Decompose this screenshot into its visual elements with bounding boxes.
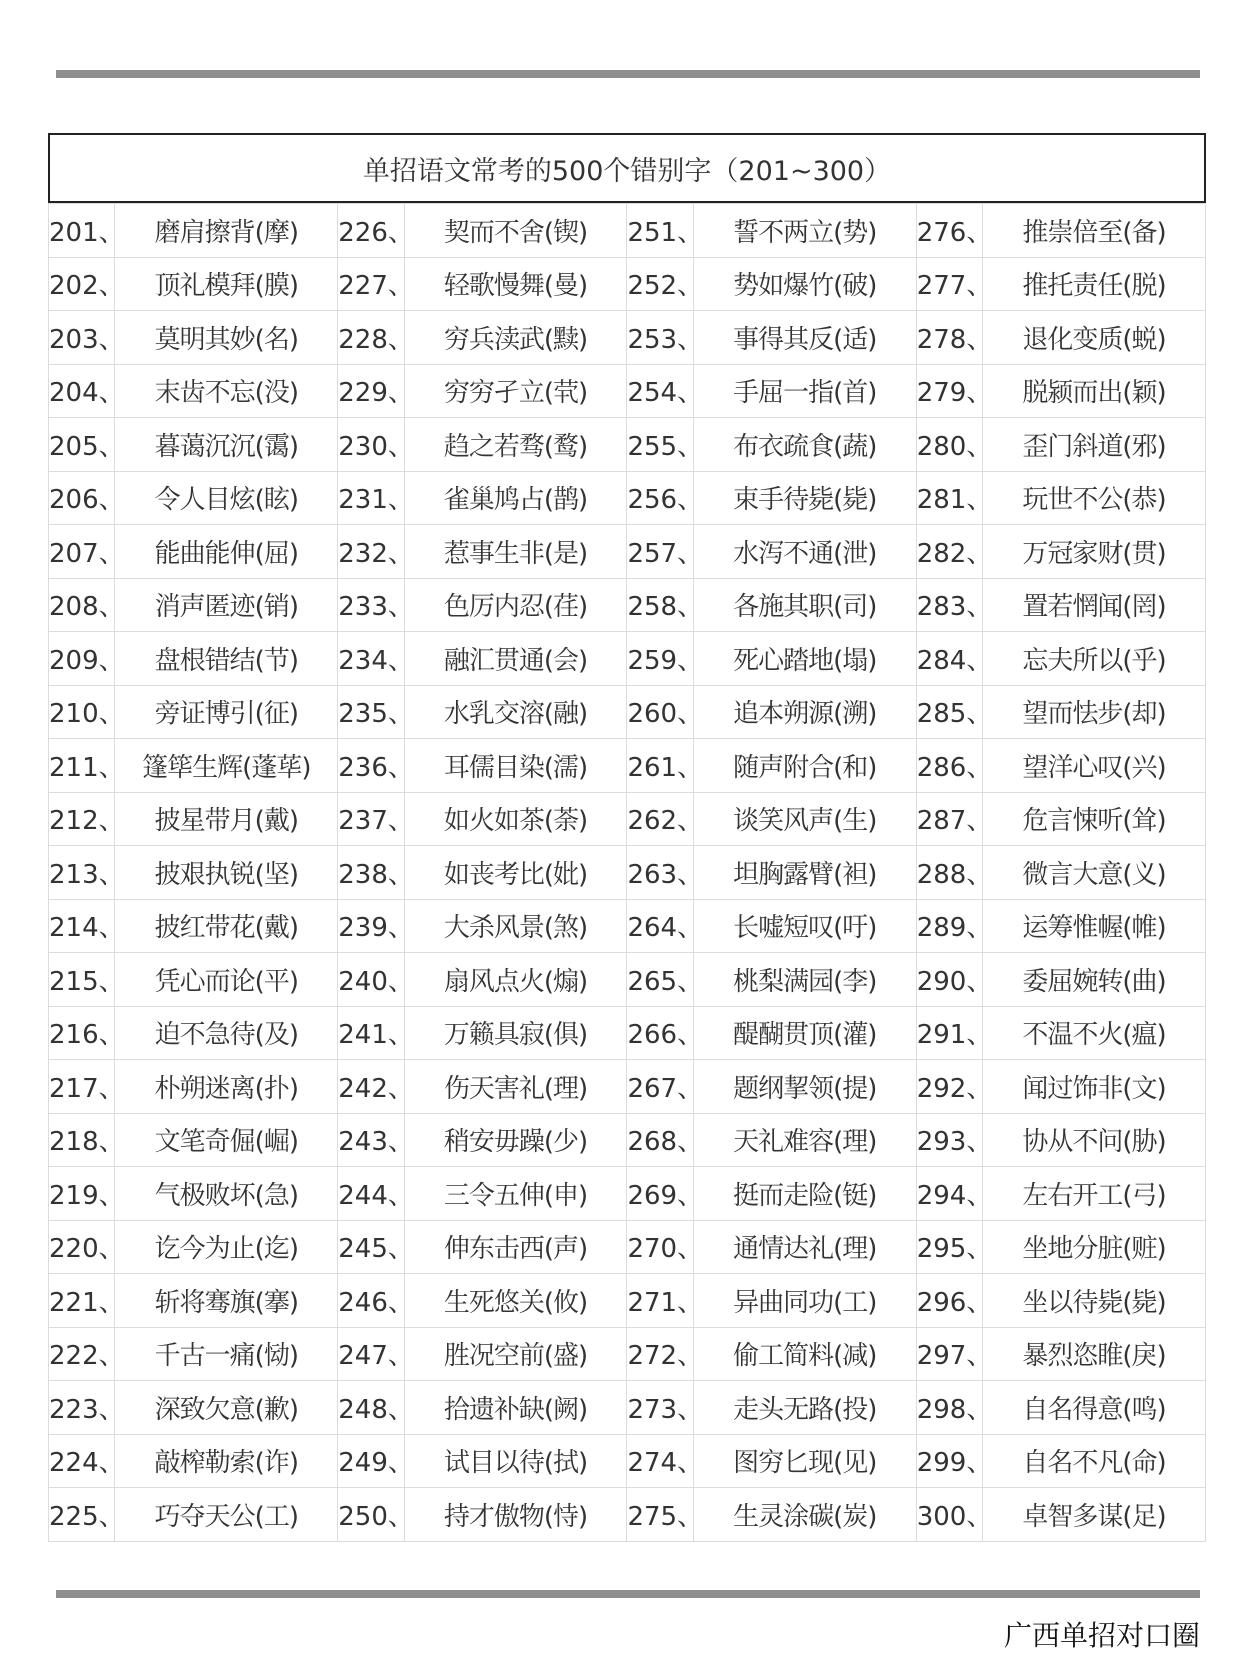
table-row [49, 953, 1206, 1007]
table-row [49, 257, 1206, 311]
entry-number: 228、 [338, 311, 404, 365]
entry-number: 267、 [627, 1060, 693, 1114]
table-row [49, 1381, 1206, 1435]
entry-number: 254、 [627, 364, 693, 418]
entry-phrase: 色厉内忍(荏) [404, 578, 627, 632]
entry-number: 282、 [916, 525, 982, 579]
entry-phrase: 望而怯步(却) [983, 685, 1206, 739]
table-row [49, 1327, 1206, 1381]
entry-phrase: 布衣疏食(蔬) [693, 418, 916, 472]
entry-number: 258、 [627, 578, 693, 632]
entry-phrase: 耳儒目染(濡) [404, 739, 627, 793]
entry-number: 202、 [49, 257, 115, 311]
entry-phrase: 闻过饰非(文) [983, 1060, 1206, 1114]
entry-phrase: 异曲同功(工) [693, 1274, 916, 1328]
entry-number: 297、 [916, 1327, 982, 1381]
table-row [49, 418, 1206, 472]
entry-phrase: 披艰执锐(坚) [115, 846, 338, 900]
entry-number: 261、 [627, 739, 693, 793]
entry-phrase: 朴朔迷离(扑) [115, 1060, 338, 1114]
entry-phrase: 自名得意(鸣) [983, 1381, 1206, 1435]
entry-number: 279、 [916, 364, 982, 418]
entry-number: 208、 [49, 578, 115, 632]
entry-number: 246、 [338, 1274, 404, 1328]
table-row [49, 846, 1206, 900]
entry-phrase: 微言大意(义) [983, 846, 1206, 900]
entry-number: 250、 [338, 1488, 404, 1542]
entry-phrase: 长嘘短叹(吁) [693, 899, 916, 953]
table-row [49, 1113, 1206, 1167]
entry-number: 298、 [916, 1381, 982, 1435]
entry-phrase: 事得其反(适) [693, 311, 916, 365]
entry-phrase: 斩将骞旗(搴) [115, 1274, 338, 1328]
entry-phrase: 各施其职(司) [693, 578, 916, 632]
entry-number: 233、 [338, 578, 404, 632]
entry-phrase: 暴烈恣睢(戾) [983, 1327, 1206, 1381]
entry-number: 287、 [916, 792, 982, 846]
entry-number: 215、 [49, 953, 115, 1007]
entry-number: 294、 [916, 1167, 982, 1221]
entry-phrase: 趋之若骛(鹜) [404, 418, 627, 472]
entry-phrase: 危言悚听(耸) [983, 792, 1206, 846]
entry-phrase: 歪门斜道(邪) [983, 418, 1206, 472]
entry-number: 218、 [49, 1113, 115, 1167]
entry-number: 217、 [49, 1060, 115, 1114]
entry-number: 300、 [916, 1488, 982, 1542]
table-row [49, 739, 1206, 793]
entry-phrase: 气极败坏(急) [115, 1167, 338, 1221]
table-row [49, 1274, 1206, 1328]
entry-phrase: 敲榨勒索(诈) [115, 1434, 338, 1488]
entry-phrase: 退化变质(蜕) [983, 311, 1206, 365]
entry-phrase: 顶礼模拜(膜) [115, 257, 338, 311]
entry-number: 214、 [49, 899, 115, 953]
entry-number: 245、 [338, 1220, 404, 1274]
entry-number: 280、 [916, 418, 982, 472]
entry-number: 281、 [916, 471, 982, 525]
entry-number: 273、 [627, 1381, 693, 1435]
entry-phrase: 令人目炫(眩) [115, 471, 338, 525]
entry-phrase: 卓智多谋(足) [983, 1488, 1206, 1542]
entry-number: 211、 [49, 739, 115, 793]
entry-number: 244、 [338, 1167, 404, 1221]
entry-phrase: 委屈婉转(曲) [983, 953, 1206, 1007]
entry-phrase: 如丧考比(妣) [404, 846, 627, 900]
entry-phrase: 天礼难容(理) [693, 1113, 916, 1167]
entry-phrase: 生灵涂碳(炭) [693, 1488, 916, 1542]
entry-number: 207、 [49, 525, 115, 579]
entry-phrase: 融汇贯通(会) [404, 632, 627, 686]
entry-phrase: 迫不急待(及) [115, 1006, 338, 1060]
bottom-divider [56, 1590, 1200, 1598]
entry-number: 237、 [338, 792, 404, 846]
entry-phrase: 旁证博引(征) [115, 685, 338, 739]
table-row [49, 1434, 1206, 1488]
entry-number: 274、 [627, 1434, 693, 1488]
entry-phrase: 盘根错结(节) [115, 632, 338, 686]
entry-number: 275、 [627, 1488, 693, 1542]
entry-phrase: 披星带月(戴) [115, 792, 338, 846]
entry-phrase: 磨肩擦背(摩) [115, 204, 338, 258]
entry-phrase: 置若惘闻(罔) [983, 578, 1206, 632]
entry-phrase: 望洋心叹(兴) [983, 739, 1206, 793]
entry-phrase: 偷工简料(减) [693, 1327, 916, 1381]
entry-number: 253、 [627, 311, 693, 365]
table-row [49, 899, 1206, 953]
table-row [49, 364, 1206, 418]
entry-number: 227、 [338, 257, 404, 311]
entry-phrase: 万冠家财(贯) [983, 525, 1206, 579]
entry-phrase: 契而不舍(锲) [404, 204, 627, 258]
entry-phrase: 束手待毙(毙) [693, 471, 916, 525]
entry-number: 224、 [49, 1434, 115, 1488]
entry-phrase: 穷穷孑立(茕) [404, 364, 627, 418]
entry-phrase: 千古一痛(恸) [115, 1327, 338, 1381]
entry-phrase: 醍醐贯顶(灌) [693, 1006, 916, 1060]
entry-number: 285、 [916, 685, 982, 739]
entry-phrase: 坐地分脏(赃) [983, 1220, 1206, 1274]
entry-phrase: 追本朔源(溯) [693, 685, 916, 739]
entry-phrase: 大杀风景(煞) [404, 899, 627, 953]
table-row [49, 1060, 1206, 1114]
entry-phrase: 脱颍而出(颖) [983, 364, 1206, 418]
entry-number: 213、 [49, 846, 115, 900]
entry-number: 201、 [49, 204, 115, 258]
entry-phrase: 惹事生非(是) [404, 525, 627, 579]
table-row [49, 1220, 1206, 1274]
entry-number: 249、 [338, 1434, 404, 1488]
table-row [49, 578, 1206, 632]
entry-number: 286、 [916, 739, 982, 793]
entry-number: 212、 [49, 792, 115, 846]
entry-number: 266、 [627, 1006, 693, 1060]
entry-phrase: 扇风点火(煽) [404, 953, 627, 1007]
entry-number: 226、 [338, 204, 404, 258]
top-divider [56, 70, 1200, 78]
entry-number: 216、 [49, 1006, 115, 1060]
entry-phrase: 凭心而论(平) [115, 953, 338, 1007]
entry-phrase: 图穷匕现(见) [693, 1434, 916, 1488]
entry-phrase: 巧夺天公(工) [115, 1488, 338, 1542]
entry-number: 206、 [49, 471, 115, 525]
entry-number: 288、 [916, 846, 982, 900]
entry-phrase: 稍安毋躁(少) [404, 1113, 627, 1167]
entry-phrase: 坦胸露臂(袒) [693, 846, 916, 900]
entry-phrase: 不温不火(瘟) [983, 1006, 1206, 1060]
entry-phrase: 试目以待(拭) [404, 1434, 627, 1488]
entry-phrase: 水泻不通(泄) [693, 525, 916, 579]
entry-number: 256、 [627, 471, 693, 525]
entry-number: 259、 [627, 632, 693, 686]
entry-number: 222、 [49, 1327, 115, 1381]
entry-number: 232、 [338, 525, 404, 579]
entry-number: 210、 [49, 685, 115, 739]
entry-phrase: 自名不凡(命) [983, 1434, 1206, 1488]
entry-number: 269、 [627, 1167, 693, 1221]
table-row [49, 1167, 1206, 1221]
entry-number: 290、 [916, 953, 982, 1007]
entry-number: 265、 [627, 953, 693, 1007]
entry-number: 235、 [338, 685, 404, 739]
entry-phrase: 暮蔼沉沉(霭) [115, 418, 338, 472]
entry-number: 241、 [338, 1006, 404, 1060]
entry-number: 236、 [338, 739, 404, 793]
entry-phrase: 桃梨满园(李) [693, 953, 916, 1007]
entry-phrase: 坐以待毙(毙) [983, 1274, 1206, 1328]
entry-phrase: 持才傲物(恃) [404, 1488, 627, 1542]
table-title: 单招语文常考的500个错别字（201~300） [48, 133, 1206, 203]
entry-number: 223、 [49, 1381, 115, 1435]
typo-table [48, 203, 1206, 1542]
entry-number: 284、 [916, 632, 982, 686]
entry-number: 278、 [916, 311, 982, 365]
entry-number: 234、 [338, 632, 404, 686]
entry-number: 257、 [627, 525, 693, 579]
entry-phrase: 挺而走险(铤) [693, 1167, 916, 1221]
entry-number: 238、 [338, 846, 404, 900]
entry-phrase: 生死悠关(攸) [404, 1274, 627, 1328]
entry-phrase: 玩世不公(恭) [983, 471, 1206, 525]
entry-phrase: 轻歌慢舞(曼) [404, 257, 627, 311]
entry-number: 262、 [627, 792, 693, 846]
entry-number: 255、 [627, 418, 693, 472]
entry-phrase: 协从不问(胁) [983, 1113, 1206, 1167]
entry-phrase: 能曲能伸(屈) [115, 525, 338, 579]
entry-number: 230、 [338, 418, 404, 472]
entry-number: 276、 [916, 204, 982, 258]
entry-number: 221、 [49, 1274, 115, 1328]
table-row [49, 1006, 1206, 1060]
entry-number: 219、 [49, 1167, 115, 1221]
entry-number: 277、 [916, 257, 982, 311]
table-row [49, 1488, 1206, 1542]
entry-phrase: 势如爆竹(破) [693, 257, 916, 311]
entry-number: 242、 [338, 1060, 404, 1114]
entry-number: 271、 [627, 1274, 693, 1328]
entry-phrase: 莫明其妙(名) [115, 311, 338, 365]
entry-phrase: 深致欠意(歉) [115, 1381, 338, 1435]
entry-number: 203、 [49, 311, 115, 365]
table-row [49, 632, 1206, 686]
entry-phrase: 拾遗补缺(阙) [404, 1381, 627, 1435]
entry-phrase: 胜况空前(盛) [404, 1327, 627, 1381]
entry-phrase: 讫今为止(迄) [115, 1220, 338, 1274]
entry-phrase: 手屈一指(首) [693, 364, 916, 418]
entry-number: 251、 [627, 204, 693, 258]
entry-phrase: 末齿不忘(没) [115, 364, 338, 418]
entry-number: 296、 [916, 1274, 982, 1328]
entry-phrase: 消声匿迹(销) [115, 578, 338, 632]
entry-phrase: 左右开工(弓) [983, 1167, 1206, 1221]
entry-number: 299、 [916, 1434, 982, 1488]
entry-number: 209、 [49, 632, 115, 686]
entry-number: 293、 [916, 1113, 982, 1167]
entry-number: 260、 [627, 685, 693, 739]
footer-brand: 广西单招对口圈 [1003, 1619, 1200, 1652]
entry-number: 247、 [338, 1327, 404, 1381]
entry-number: 204、 [49, 364, 115, 418]
entry-phrase: 运筹惟幄(帷) [983, 899, 1206, 953]
table-row [49, 471, 1206, 525]
entry-phrase: 推崇倍至(备) [983, 204, 1206, 258]
entry-number: 243、 [338, 1113, 404, 1167]
entry-phrase: 穷兵渎武(黩) [404, 311, 627, 365]
entry-number: 289、 [916, 899, 982, 953]
entry-phrase: 谈笑风声(生) [693, 792, 916, 846]
entry-phrase: 三令五伸(申) [404, 1167, 627, 1221]
entry-number: 291、 [916, 1006, 982, 1060]
entry-number: 239、 [338, 899, 404, 953]
entry-phrase: 篷筚生辉(蓬荜) [115, 739, 338, 793]
entry-phrase: 走头无路(投) [693, 1381, 916, 1435]
entry-phrase: 水乳交溶(融) [404, 685, 627, 739]
entry-number: 264、 [627, 899, 693, 953]
entry-number: 283、 [916, 578, 982, 632]
entry-phrase: 通情达礼(理) [693, 1220, 916, 1274]
entry-number: 252、 [627, 257, 693, 311]
entry-number: 231、 [338, 471, 404, 525]
entry-number: 263、 [627, 846, 693, 900]
entry-phrase: 伸东击西(声) [404, 1220, 627, 1274]
entry-phrase: 万籁具寂(俱) [404, 1006, 627, 1060]
table-row [49, 685, 1206, 739]
entry-number: 205、 [49, 418, 115, 472]
entry-phrase: 如火如茶(荼) [404, 792, 627, 846]
entry-number: 248、 [338, 1381, 404, 1435]
entry-phrase: 死心踏地(塌) [693, 632, 916, 686]
table-row [49, 204, 1206, 258]
entry-phrase: 披红带花(戴) [115, 899, 338, 953]
entry-phrase: 忘夫所以(乎) [983, 632, 1206, 686]
entry-number: 229、 [338, 364, 404, 418]
entry-phrase: 雀巢鸠占(鹊) [404, 471, 627, 525]
entry-number: 240、 [338, 953, 404, 1007]
table-row [49, 792, 1206, 846]
entry-phrase: 伤天害礼(理) [404, 1060, 627, 1114]
entry-number: 225、 [49, 1488, 115, 1542]
table-row [49, 525, 1206, 579]
entry-number: 270、 [627, 1220, 693, 1274]
entry-phrase: 随声附合(和) [693, 739, 916, 793]
entry-phrase: 推托责任(脱) [983, 257, 1206, 311]
table-row [49, 311, 1206, 365]
entry-phrase: 题纲挈领(提) [693, 1060, 916, 1114]
entry-number: 268、 [627, 1113, 693, 1167]
entry-number: 272、 [627, 1327, 693, 1381]
entry-phrase: 文笔奇倔(崛) [115, 1113, 338, 1167]
entry-number: 295、 [916, 1220, 982, 1274]
entry-number: 292、 [916, 1060, 982, 1114]
entry-phrase: 誓不两立(势) [693, 204, 916, 258]
entry-number: 220、 [49, 1220, 115, 1274]
